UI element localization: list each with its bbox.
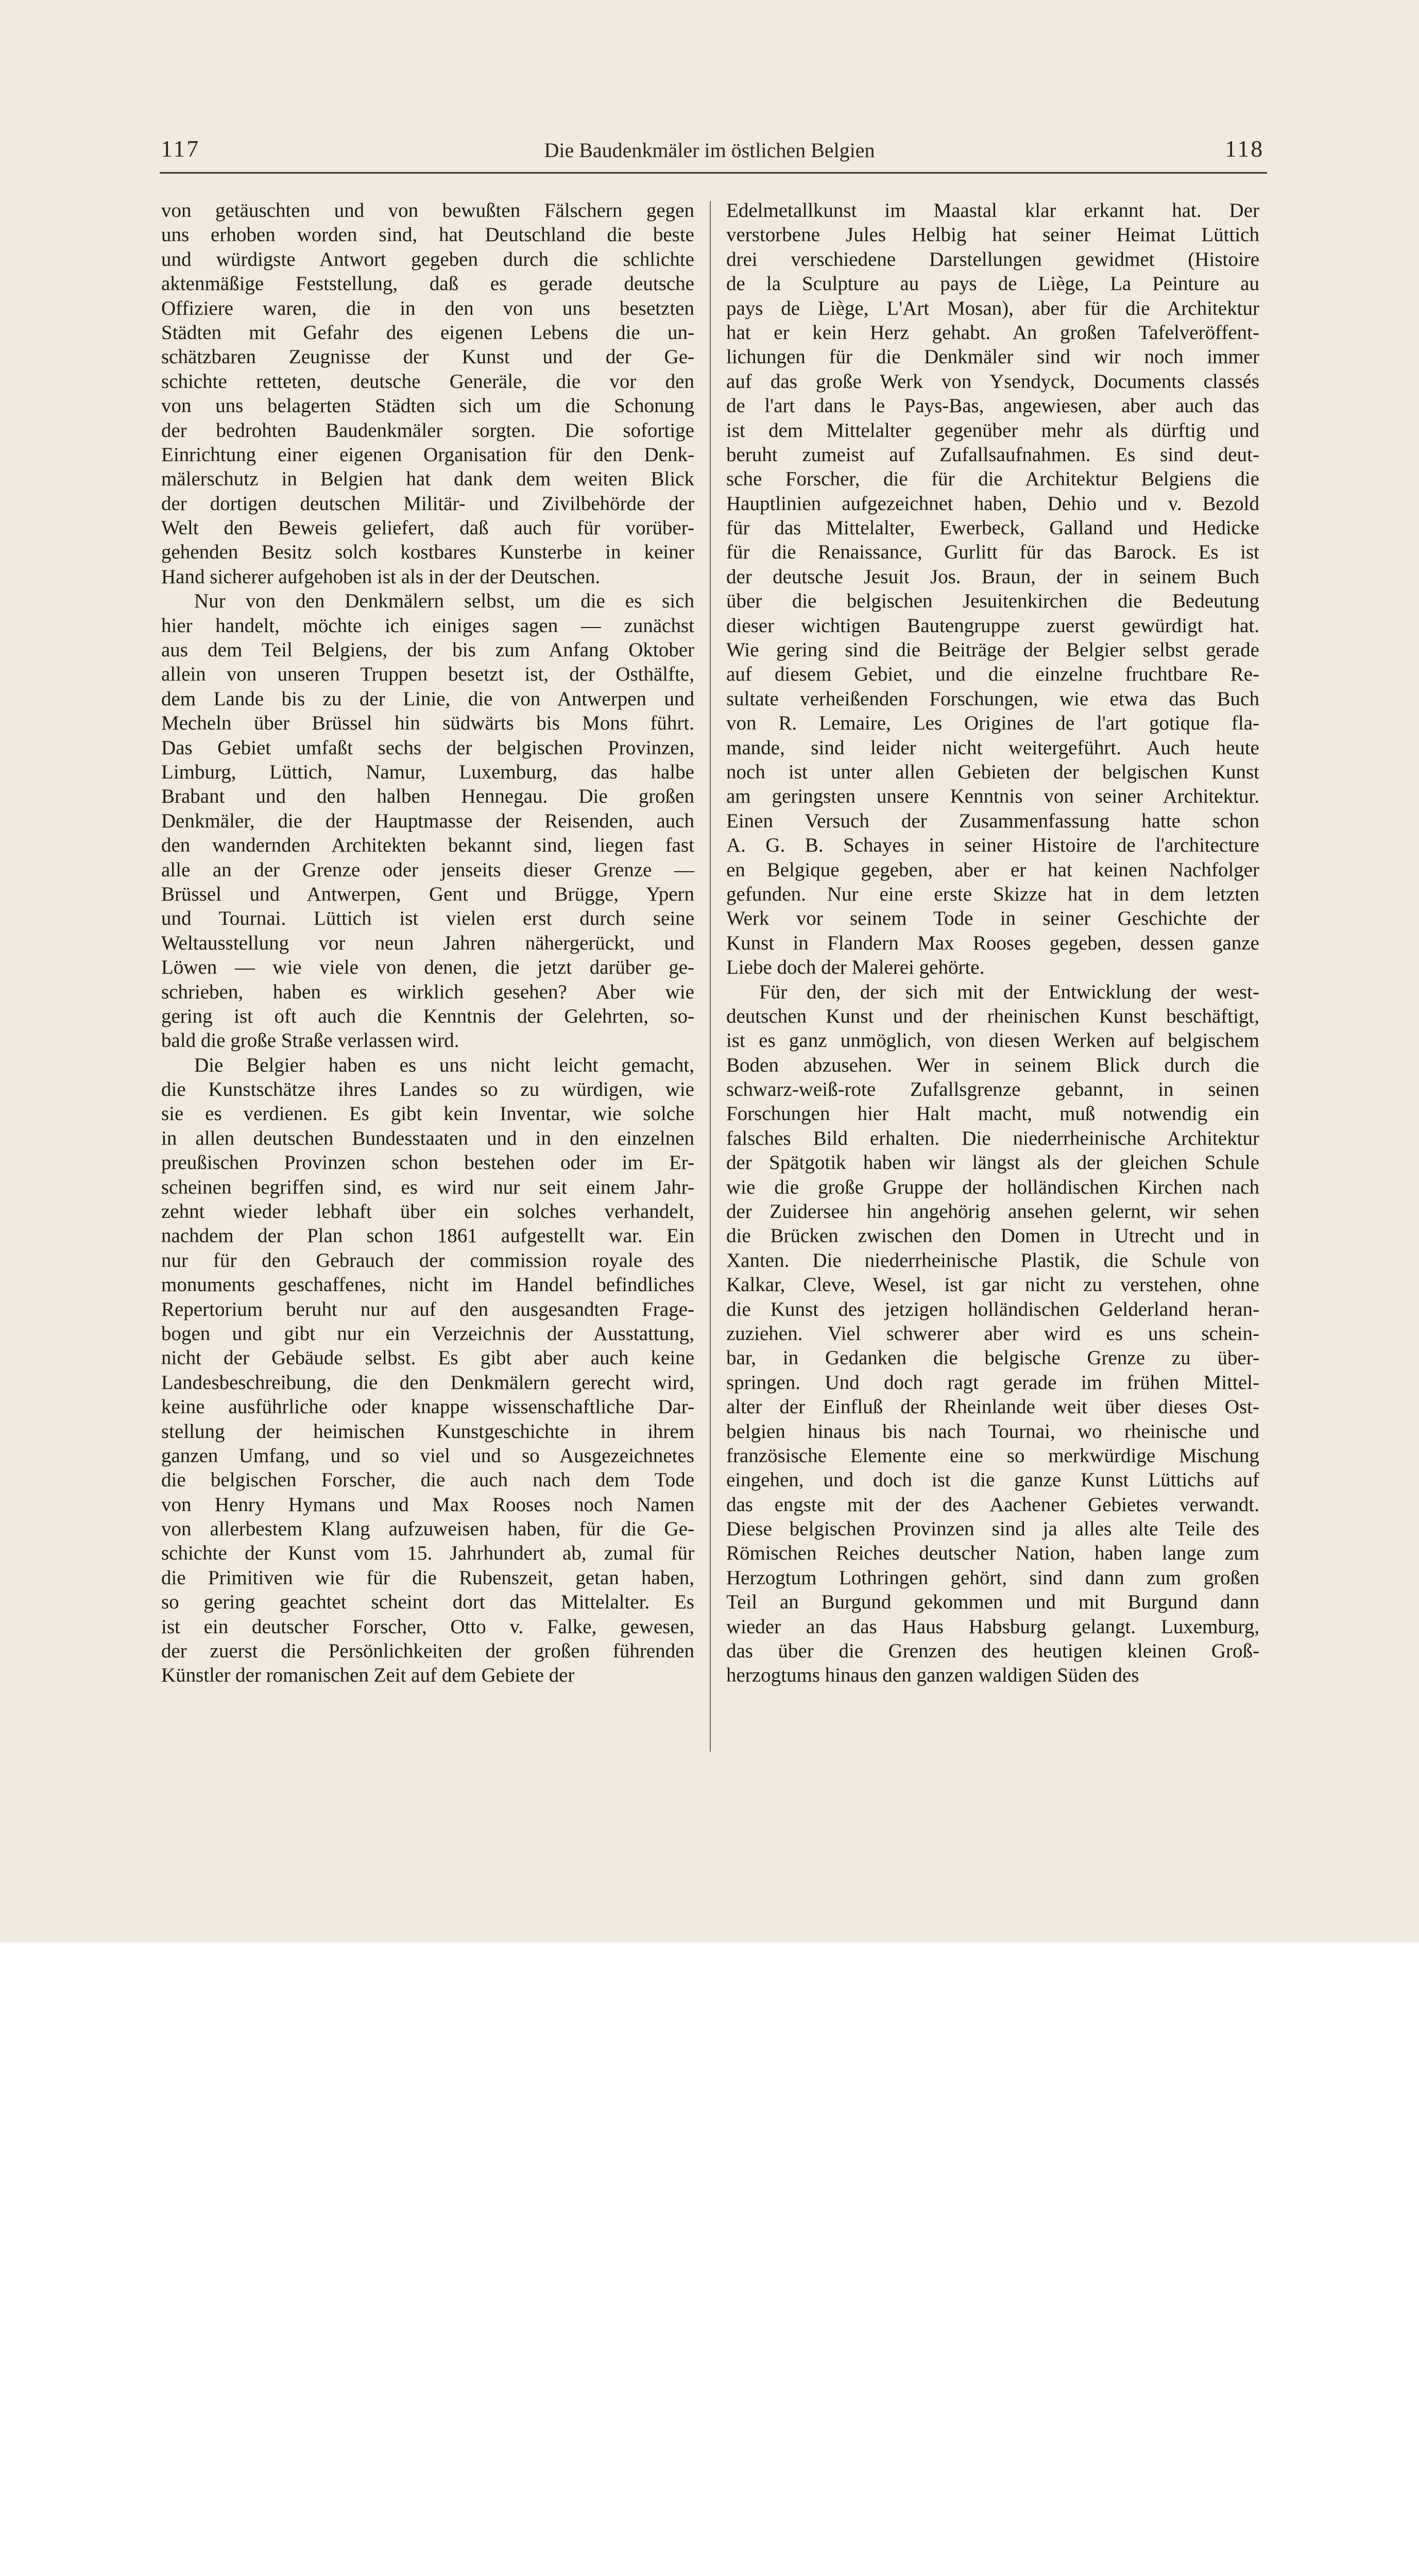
text-line: so gering geachtet scheint dort das Mittelalter. Es bbox=[161, 1591, 694, 1614]
text-line: alter der Einfluß der Rheinlande weit über dieses Ost- bbox=[726, 1396, 1259, 1418]
text-line: Wie gering sind die Beiträge der Belgier selbst gerade bbox=[726, 639, 1259, 662]
viewer-footer bbox=[0, 1942, 1419, 2065]
text-line: Limburg, Lüttich, Namur, Luxemburg, das halbe bbox=[161, 760, 694, 783]
text-line: Xanten. Die niederrheinische Plastik, die Schule von bbox=[726, 1249, 1259, 1272]
text-line: Teil an Burgund gekommen und mit Burgund dann bbox=[726, 1591, 1259, 1614]
text-column-left bbox=[161, 198, 694, 1688]
text-line: Weltausstellung vor neun Jahren nähergerückt, und bbox=[161, 931, 694, 954]
text-line: noch ist unter allen Gebieten der belgischen Kunst bbox=[726, 760, 1259, 783]
text-line: en Belgique gegeben, aber er hat keinen Nachfolger bbox=[726, 858, 1259, 881]
text-line: Edelmetallkunst im Maastal klar erkannt hat. Der bbox=[726, 199, 1259, 222]
text-line: allein von unseren Truppen besetzt ist, der Osthälfte, bbox=[161, 663, 694, 686]
text-line: nur für den Gebrauch der commission royale des bbox=[161, 1249, 694, 1272]
text-line: A. G. B. Schayes in seiner Histoire de l'architecture bbox=[726, 834, 1259, 857]
text-line: keine ausführliche oder knappe wissenschaftliche Dar- bbox=[161, 1396, 694, 1418]
text-line: Denkmäler, die der Hauptmasse der Reisenden, auch bbox=[161, 809, 694, 832]
text-line: mande, sind leider nicht weitergeführt. Auch heute bbox=[726, 736, 1259, 759]
text-line: sultate verheißenden Forschungen, wie etwa das Buch bbox=[726, 687, 1259, 710]
text-line: falsches Bild erhalten. Die niederrheinische Architektur bbox=[726, 1127, 1259, 1149]
running-head: Die Baudenkmäler im östlichen Belgien bbox=[544, 139, 875, 162]
text-line: Boden abzusehen. Wer in seinem Blick durch die bbox=[726, 1054, 1259, 1076]
text-line: Hand sicherer aufgehoben ist als in der der Deutschen. bbox=[161, 565, 601, 588]
text-line: zuziehen. Viel schwerer aber wird es uns schein- bbox=[726, 1322, 1259, 1345]
text-line: Herzogtum Lothringen gehört, sind dann zum großen bbox=[726, 1566, 1259, 1589]
text-line: Das Gebiet umfaßt sechs der belgischen Provinzen, bbox=[161, 736, 694, 759]
text-line: der dortigen deutschen Militär- und Zivilbehörde der bbox=[161, 492, 694, 515]
text-line: von allerbestem Klang aufzuweisen haben, für die Ge- bbox=[161, 1518, 694, 1540]
page-number-left: 117 bbox=[161, 135, 200, 162]
text-line: der bedrohten Baudenkmäler sorgten. Die sofortige bbox=[161, 419, 694, 442]
text-line: der zuerst die Persönlichkeiten der großen führenden bbox=[161, 1640, 694, 1663]
text-line: Die Belgier haben es uns nicht leicht gemacht, bbox=[194, 1054, 694, 1076]
text-line: Repertorium beruht nur auf den ausgesandten Frage- bbox=[161, 1298, 694, 1320]
text-line: hier handelt, möchte ich einiges sagen — zunächst bbox=[161, 614, 694, 637]
text-line: Mecheln über Brüssel hin südwärts bis Mons führt. bbox=[161, 712, 694, 735]
text-line: stellung der heimischen Kunstgeschichte in ihrem bbox=[161, 1420, 694, 1443]
text-line: preußischen Provinzen schon bestehen oder im Er- bbox=[161, 1151, 694, 1174]
text-line: Welt den Beweis geliefert, daß auch für vorüber- bbox=[161, 517, 694, 539]
text-line: die Primitiven wie für die Rubenszeit, getan haben, bbox=[161, 1566, 694, 1589]
text-line: Liebe doch der Malerei gehörte. bbox=[726, 956, 985, 979]
text-line: Kunst in Flandern Max Rooses gegeben, dessen ganze bbox=[726, 931, 1259, 954]
text-line: Brabant und den halben Hennegau. Die großen bbox=[161, 785, 694, 808]
text-line: sche Forscher, die für die Architektur Belgiens die bbox=[726, 468, 1259, 490]
text-line: gehenden Besitz solch kostbares Kunsterbe in keiner bbox=[161, 541, 694, 564]
text-line: ist ein deutscher Forscher, Otto v. Falke, gewesen, bbox=[161, 1615, 694, 1638]
text-line: aktenmäßige Feststellung, daß es gerade deutsche bbox=[161, 273, 694, 295]
text-line: Offiziere waren, die in den von uns besetzten bbox=[161, 297, 694, 319]
text-line: nicht der Gebäude selbst. Es gibt aber auch keine bbox=[161, 1347, 694, 1369]
text-line: Landesbeschreibung, die den Denkmälern gerecht wird, bbox=[161, 1371, 694, 1394]
text-line: das engste mit der des Aachener Gebietes verwandt. bbox=[726, 1493, 1259, 1516]
text-line: die Kunstschätze ihres Landes so zu würdigen, wie bbox=[161, 1078, 694, 1101]
text-line: aus dem Teil Belgiens, der bis zum Anfang Oktober bbox=[161, 639, 694, 662]
text-line: monuments geschaffenes, nicht im Handel befindliches bbox=[161, 1274, 694, 1296]
text-line: beruht zumeist auf Zufallsaufnahmen. Es sind deut- bbox=[726, 443, 1259, 466]
text-line: der Spätgotik haben wir längst als der gleichen Schule bbox=[726, 1151, 1259, 1174]
text-line: bald die große Straße verlassen wird. bbox=[161, 1029, 459, 1052]
text-line: lichungen für die Denkmäler sind wir noch immer bbox=[726, 346, 1259, 368]
text-line: schwarz-weiß-rote Zufallsgrenze gebannt, in seinen bbox=[726, 1078, 1259, 1101]
text-line: ist es ganz unmöglich, von diesen Werken auf belgischem bbox=[726, 1029, 1259, 1052]
text-line: auf diesem Gebiet, und die einzelne fruchtbare Re- bbox=[726, 663, 1259, 686]
text-line: das über die Grenzen des heutigen kleinen Groß- bbox=[726, 1640, 1259, 1663]
text-line: über die belgischen Jesuitenkirchen die Bedeutung bbox=[726, 590, 1259, 613]
text-line: von uns belagerten Städten sich um die Schonung bbox=[161, 395, 694, 417]
text-line: und Tournai. Lüttich ist vielen erst durch seine bbox=[161, 907, 694, 930]
text-line: alle an der Grenze oder jenseits dieser Grenze — bbox=[161, 858, 694, 881]
text-line: Einrichtung einer eigenen Organisation für den Denk- bbox=[161, 443, 694, 466]
text-line: nachdem der Plan schon 1861 aufgestellt war. Ein bbox=[161, 1225, 694, 1247]
text-line: am geringsten unsere Kenntnis von seiner Architektur. bbox=[726, 785, 1259, 808]
text-line: ist dem Mittelalter gegenüber mehr als dürftig und bbox=[726, 419, 1259, 442]
text-line: die belgischen Forscher, die auch nach dem Tode bbox=[161, 1469, 694, 1492]
text-line: französische Elemente eine so merkwürdige Mischung bbox=[726, 1444, 1259, 1467]
text-line: zehnt wieder lebhaft über ein solches verhandelt, bbox=[161, 1200, 694, 1223]
text-line: wie die große Gruppe der holländischen Kirchen nach bbox=[726, 1176, 1259, 1198]
text-line: uns erhoben worden sind, hat Deutschland die beste bbox=[161, 224, 694, 246]
text-line: die Brücken zwischen den Domen in Utrecht und in bbox=[726, 1225, 1259, 1247]
text-line: schichte der Kunst vom 15. Jahrhundert ab, zumal für bbox=[161, 1542, 694, 1565]
text-line: von R. Lemaire, Les Origines de l'art gotique fla- bbox=[726, 712, 1259, 735]
text-line: für die Renaissance, Gurlitt für das Barock. Es ist bbox=[726, 541, 1259, 564]
text-line: Für den, der sich mit der Entwicklung der west- bbox=[759, 980, 1259, 1003]
text-line: pays de Liège, L'Art Mosan), aber für die Architektur bbox=[726, 297, 1259, 319]
header-rule bbox=[160, 172, 1267, 174]
text-line: de l'art dans le Pays-Bas, angewiesen, aber auch das bbox=[726, 395, 1259, 417]
text-line: gefunden. Nur eine erste Skizze hat in dem letzten bbox=[726, 883, 1259, 905]
text-line: Künstler der romanischen Zeit auf dem Gebiete der bbox=[161, 1664, 575, 1687]
text-line: Einen Versuch der Zusammenfassung hatte schon bbox=[726, 809, 1259, 832]
text-line: und würdigste Antwort gegeben durch die schlichte bbox=[161, 248, 694, 270]
text-line: Brüssel und Antwerpen, Gent und Brügge, Ypern bbox=[161, 883, 694, 905]
text-line: schrieben, haben es wirklich gesehen? Aber wie bbox=[161, 980, 694, 1003]
text-line: eingehen, und doch ist die ganze Kunst Lüttichs auf bbox=[726, 1469, 1259, 1492]
page-number-right: 118 bbox=[1225, 135, 1264, 162]
text-line: den wandernden Architekten bekannt sind, liegen fast bbox=[161, 834, 694, 857]
text-line: in allen deutschen Bundesstaaten und in den einzelnen bbox=[161, 1127, 694, 1149]
text-line: drei verschiedene Darstellungen gewidmet (Histoire bbox=[726, 248, 1259, 270]
text-line: die Kunst des jetzigen holländischen Gelderland heran- bbox=[726, 1298, 1259, 1320]
text-line: Nur von den Denkmälern selbst, um die es sich bbox=[194, 590, 694, 613]
column-divider bbox=[710, 201, 711, 1752]
text-line: schätzbaren Zeugnisse der Kunst und der Ge- bbox=[161, 346, 694, 368]
text-line: von Henry Hymans und Max Rooses noch Namen bbox=[161, 1493, 694, 1516]
text-line: der Zuidersee hin angehörig ansehen gelernt, wir sehen bbox=[726, 1200, 1259, 1223]
text-line: Kalkar, Cleve, Wesel, ist gar nicht zu verstehen, ohne bbox=[726, 1274, 1259, 1296]
text-line: dieser wichtigen Bautengruppe zuerst gewürdigt hat. bbox=[726, 614, 1259, 637]
text-column-right bbox=[726, 198, 1259, 1688]
text-line: Diese belgischen Provinzen sind ja alles alte Teile des bbox=[726, 1518, 1259, 1540]
text-line: springen. Und doch ragt gerade im frühen Mittel- bbox=[726, 1371, 1259, 1394]
text-line: de la Sculpture au pays de Liège, La Peinture au bbox=[726, 273, 1259, 295]
text-line: ganzen Umfang, und so viel und so Ausgezeichnetes bbox=[161, 1444, 694, 1467]
text-line: der deutsche Jesuit Jos. Braun, der in seinem Buch bbox=[726, 565, 1259, 588]
text-line: gering ist oft auch die Kenntnis der Gelehrten, so- bbox=[161, 1005, 694, 1027]
text-line: mälerschutz in Belgien hat dank dem weiten Blick bbox=[161, 468, 694, 490]
text-line: verstorbene Jules Helbig hat seiner Heimat Lüttich bbox=[726, 224, 1259, 246]
text-line: Löwen — wie viele von denen, die jetzt darüber ge- bbox=[161, 956, 694, 979]
text-line: schichte retteten, deutsche Generäle, die vor den bbox=[161, 370, 694, 393]
text-line: Römischen Reiches deutscher Nation, haben lange zum bbox=[726, 1542, 1259, 1565]
text-line: Städten mit Gefahr des eigenen Lebens die un- bbox=[161, 321, 694, 344]
text-line: scheinen begriffen sind, es wird nur seit einem Jahr- bbox=[161, 1176, 694, 1198]
text-line: Forschungen hier Halt macht, muß notwendig ein bbox=[726, 1103, 1259, 1125]
text-line: belgien hinaus bis nach Tournai, wo rheinische und bbox=[726, 1420, 1259, 1443]
text-line: auf das große Werk von Ysendyck, Documents classés bbox=[726, 370, 1259, 393]
text-line: hat er kein Herz gehabt. An großen Tafelveröffent- bbox=[726, 321, 1259, 344]
text-line: Hauptlinien aufgezeichnet haben, Dehio und v. Bezold bbox=[726, 492, 1259, 515]
text-line: wieder an das Haus Habsburg gelangt. Luxemburg, bbox=[726, 1615, 1259, 1638]
text-line: für das Mittelalter, Ewerbeck, Galland und Hedicke bbox=[726, 517, 1259, 539]
text-line: bar, in Gedanken die belgische Grenze zu über- bbox=[726, 1347, 1259, 1369]
text-line: deutschen Kunst und der rheinischen Kunst beschäftigt, bbox=[726, 1005, 1259, 1027]
text-line: sie es verdienen. Es gibt kein Inventar, wie solche bbox=[161, 1103, 694, 1125]
text-line: Werk vor seinem Tode in seiner Geschichte der bbox=[726, 907, 1259, 930]
text-line: von getäuschten und von bewußten Fälschern gegen bbox=[161, 199, 694, 222]
text-line: herzogtums hinaus den ganzen waldigen Süden des bbox=[726, 1664, 1139, 1687]
text-line: dem Lande bis zu der Linie, die von Antwerpen und bbox=[161, 687, 694, 710]
text-line: bogen und gibt nur ein Verzeichnis der Ausstattung, bbox=[161, 1322, 694, 1345]
